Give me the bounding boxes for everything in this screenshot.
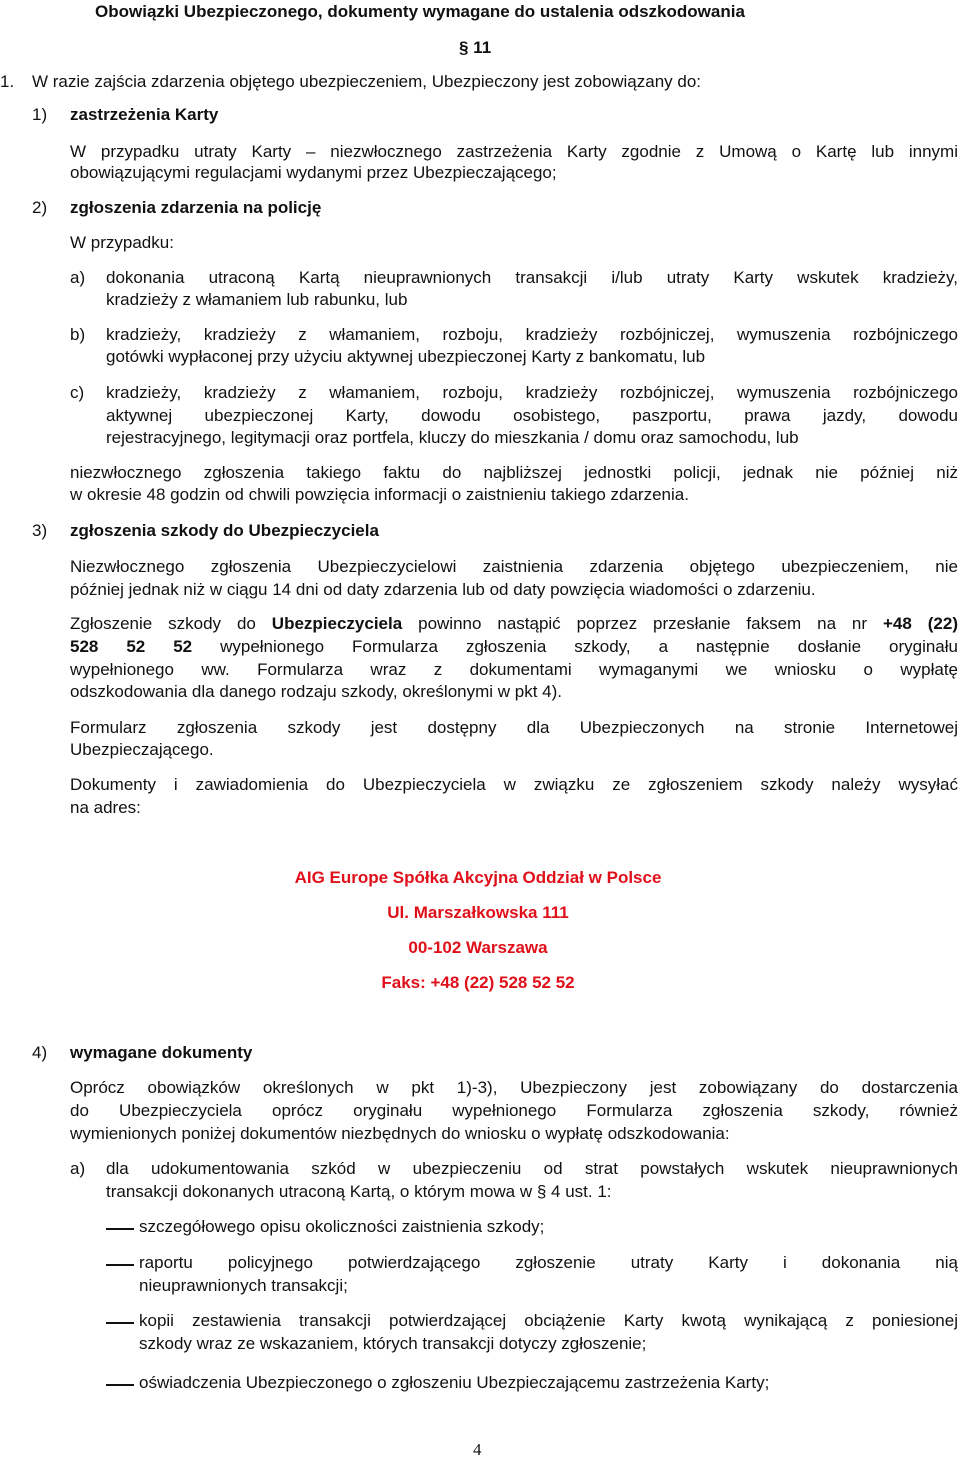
address-company: AIG Europe Spółka Akcyjna Oddział w Polsce <box>294 868 662 887</box>
paragraph-line: W przypadku utraty Karty – niezwłocznego zastrzeżenia Karty zgodnie z Umową o Kartę lub innymi <box>70 142 958 161</box>
sub-heading: zgłoszenia szkody do Ubezpieczyciela <box>70 521 379 540</box>
sub-number: 4) <box>32 1043 48 1062</box>
sub-number: 1) <box>32 105 48 124</box>
paragraph-line: do Ubezpieczyciela oprócz oryginału wypełnionego Formularza zgłoszenia szkody, również <box>70 1101 958 1120</box>
list-item-line: aktywnej ubezpieczonej Karty, dowodu osobistego, paszportu, prawa jazdy, dowodu <box>106 406 958 425</box>
page-title: Obowiązki Ubezpieczonego, dokumenty wymagane do ustalenia odszkodowania <box>95 2 745 21</box>
address-city: 00-102 Warszawa <box>408 938 548 957</box>
dash-bullet <box>106 1322 134 1324</box>
list-label: a) <box>70 1159 86 1178</box>
list-label: a) <box>70 268 86 287</box>
address-street: Ul. Marszałkowska 111 <box>387 903 569 922</box>
list-item-line: kradzieży z włamaniem lub rabunku, lub <box>106 290 408 309</box>
page-number: 4 <box>473 1440 482 1459</box>
item-number: 1. <box>0 72 15 91</box>
list-item-line: dla udokumentowania szkód w ubezpieczeniu od strat powstałych wskutek nieuprawnionych <box>106 1159 958 1178</box>
sub-number: 2) <box>32 198 48 217</box>
paragraph-line: Oprócz obowiązków określonych w pkt 1)-3), Ubezpieczony jest zobowiązany do dostarczenia <box>70 1078 958 1097</box>
dash-bullet <box>106 1384 134 1386</box>
text-run: wypełnionego Formularza zgłoszenia szkody, a następnie dosłanie oryginału <box>220 637 958 656</box>
list-item-line: kradzieży, kradzieży z włamaniem, rozboju, kradzieży rozbójniczej, wymuszenia rozbójniczego <box>106 325 958 344</box>
paragraph-line: wypełnionego ww. Formularza wraz z dokumentami wymaganymi we wniosku o wypłatę <box>70 660 958 679</box>
dash-item: raportu policyjnego potwierdzającego zgłoszenie utraty Karty i dokonania nią <box>139 1253 958 1272</box>
sub-heading: wymagane dokumenty <box>70 1043 253 1062</box>
paragraph-line: Niezwłocznego zgłoszenia Ubezpieczycielowi zaistnienia zdarzenia objętego ubezpieczeniem, nie <box>70 557 958 576</box>
paragraph-line: odszkodowania dla danego rodzaju szkody, określonymi w pkt 4). <box>70 682 563 701</box>
list-item-line: gotówki wypłaconej przy użyciu aktywnej ubezpieczonej Karty z bankomatu, lub <box>106 347 706 366</box>
sub-number: 3) <box>32 521 48 540</box>
paragraph-line: później jednak niż w ciągu 14 dni od daty zdarzenia lub od daty powzięcia wiadomości o zdarzeniu. <box>70 580 816 599</box>
dash-bullet <box>106 1264 134 1266</box>
paragraph-line: na adres: <box>70 798 141 817</box>
section-number: § 11 <box>459 38 492 57</box>
list-item-line: rejestracyjnego, legitymacji oraz portfela, kluczy do mieszkania / domu oraz samochodu, lub <box>106 428 799 447</box>
paragraph-line: Formularz zgłoszenia szkody jest dostępny dla Ubezpieczonych na stronie Internetowej <box>70 718 958 737</box>
paragraph-line: obowiązującymi regulacjami wydanymi przez Ubezpieczającego; <box>70 163 557 182</box>
fax-prefix: +48 <box>882 614 912 633</box>
text-run: powinno nastąpić poprzez przesłanie faksem na nr <box>418 614 868 633</box>
fax-area: (22) <box>927 614 958 633</box>
dash-item: szkody wraz ze wskazaniem, których transakcji dotyczy zgłoszenie; <box>139 1334 647 1353</box>
list-label: c) <box>70 383 85 402</box>
paragraph-line: wymienionych poniżej dokumentów niezbędnych do wniosku o wypłatę odszkodowania: <box>70 1124 730 1143</box>
paragraph-line <box>70 637 958 657</box>
address-fax: Faks: +48 (22) 528 52 52 <box>381 973 575 992</box>
list-item-line: transakcji dokonanych utraconą Kartą, o którym mowa w § 4 ust. 1: <box>106 1182 612 1201</box>
dash-bullet <box>106 1228 134 1230</box>
dash-item: kopii zestawienia transakcji potwierdzającej obciążenie Karty kwotą wynikającą z poniesionej <box>139 1311 958 1330</box>
sub-heading: zgłoszenia zdarzenia na policję <box>70 198 322 217</box>
item-text: W razie zajścia zdarzenia objętego ubezpieczeniem, Ubezpieczony jest zobowiązany do: <box>32 72 702 91</box>
paragraph-line: W przypadku: <box>70 233 174 252</box>
list-label: b) <box>70 325 86 344</box>
dash-item: nieuprawnionych transakcji; <box>139 1276 348 1295</box>
list-item-line: dokonania utraconą Kartą nieuprawnionych transakcji i/lub utraty Karty wskutek kradzieży, <box>106 268 958 287</box>
paragraph-line <box>70 614 958 634</box>
paragraph-line: w okresie 48 godzin od chwili powzięcia informacji o zaistnieniu takiego zdarzenia. <box>70 485 689 504</box>
text-run: Zgłoszenie szkody do <box>70 614 256 633</box>
fax-number: 528 52 52 <box>70 637 193 656</box>
paragraph-line: niezwłocznego zgłoszenia takiego faktu do najbliższej jednostki policji, jednak nie później niż <box>70 463 958 482</box>
dash-item: szczegółowego opisu okoliczności zaistnienia szkody; <box>139 1217 545 1236</box>
dash-item: oświadczenia Ubezpieczonego o zgłoszeniu Ubezpieczającemu zastrzeżenia Karty; <box>139 1373 770 1392</box>
paragraph-line: Ubezpieczającego. <box>70 740 214 759</box>
paragraph-line: Dokumenty i zawiadomienia do Ubezpieczyciela w związku ze zgłoszeniem szkody należy wysyłać <box>70 775 958 794</box>
text-run-bold: Ubezpieczyciela <box>271 614 403 633</box>
list-item-line: kradzieży, kradzieży z włamaniem, rozboju, kradzieży rozbójniczej, wymuszenia rozbójniczego <box>106 383 958 402</box>
sub-heading: zastrzeżenia Karty <box>70 105 219 124</box>
